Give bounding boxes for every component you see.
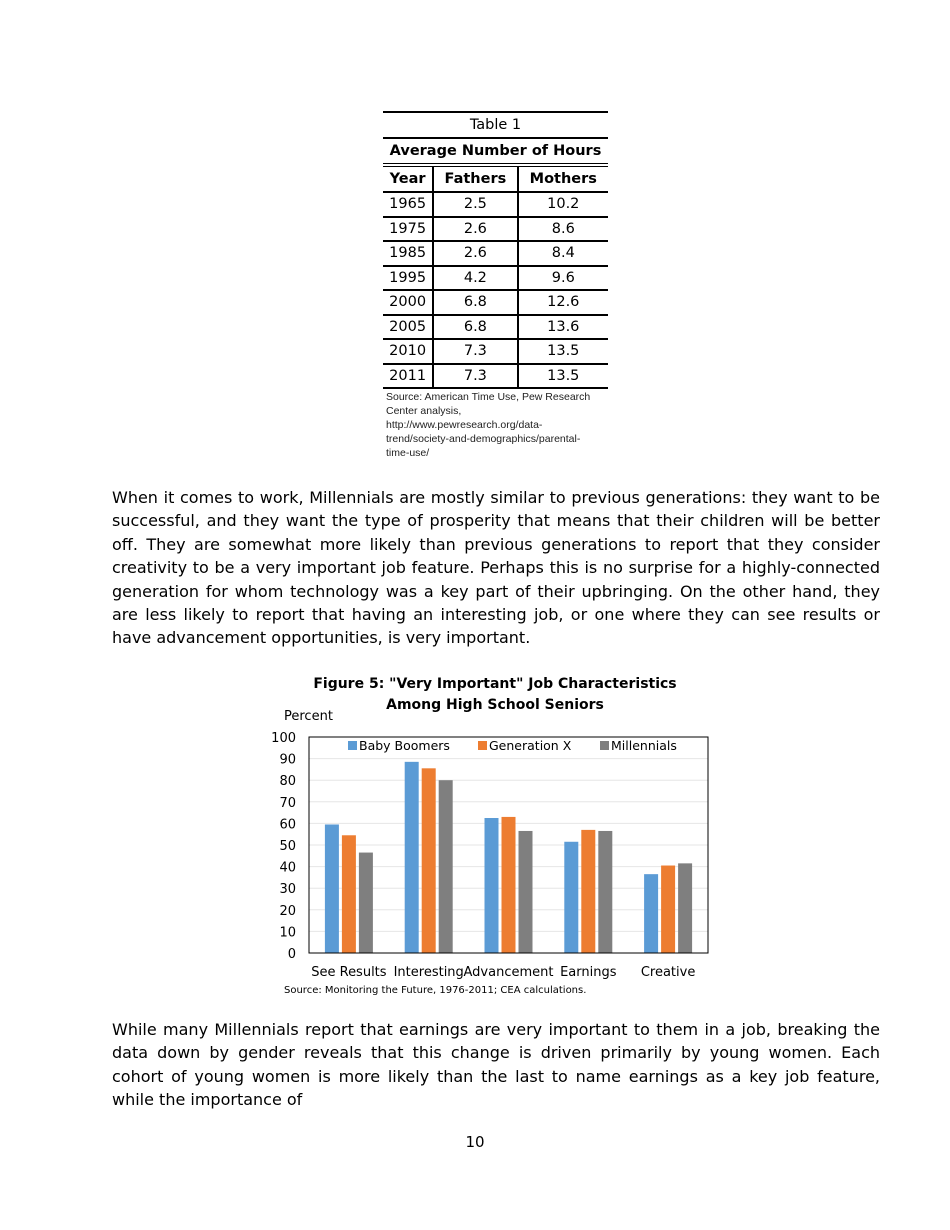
bar-baby-boomers <box>564 842 578 953</box>
table-source-line: trend/society-and-demographics/parental- <box>386 433 581 445</box>
table-cell-fathers: 2.5 <box>433 192 517 217</box>
table-cell-mothers: 8.6 <box>518 217 608 242</box>
bar-millennials <box>678 863 692 953</box>
x-tick-label: See Results <box>311 965 387 980</box>
table-cell-mothers: 10.2 <box>518 192 608 217</box>
bar-generation-x <box>502 817 516 953</box>
x-tick-label: Creative <box>640 965 696 980</box>
y-tick-label: 100 <box>271 731 296 746</box>
table-cell-fathers: 6.8 <box>433 315 517 340</box>
bar-generation-x <box>422 768 436 953</box>
table-cell-fathers: 2.6 <box>433 241 517 266</box>
table-source-line: Source: American Time Use, Pew Research <box>386 391 591 403</box>
table-cell-fathers: 2.6 <box>433 217 517 242</box>
bar-millennials <box>519 831 533 953</box>
table-cell-year: 1975 <box>383 217 433 242</box>
table-cell-year: 2000 <box>383 290 433 315</box>
table-subtitle: Average Number of Hours <box>383 138 608 165</box>
table-cell-mothers: 13.6 <box>518 315 608 340</box>
y-tick-label: 40 <box>279 860 296 876</box>
legend-label: Generation X <box>489 738 572 753</box>
table-cell-mothers: 13.5 <box>518 339 608 364</box>
bar-millennials <box>359 853 373 953</box>
table-header-fathers: Fathers <box>433 165 517 192</box>
bar-millennials <box>598 831 612 953</box>
y-tick-label: 50 <box>279 839 296 854</box>
legend-swatch-baby-boomers <box>348 741 357 750</box>
y-tick-label: 20 <box>279 903 296 919</box>
y-axis-label: Percent <box>284 709 333 724</box>
table-cell-year: 2010 <box>383 339 433 364</box>
table-cell-fathers: 4.2 <box>433 266 517 291</box>
y-tick-label: 90 <box>279 752 296 768</box>
table-cell-year: 2005 <box>383 315 433 340</box>
y-tick-label: 30 <box>279 882 296 898</box>
table-source-line: Center analysis, <box>386 405 462 417</box>
table-cell-mothers: 13.5 <box>518 364 608 389</box>
table-source-line: http://www.pewresearch.org/data- <box>386 419 543 431</box>
table-cell-fathers: 7.3 <box>433 339 517 364</box>
figure-title-line-2: Among High School Seniors <box>386 697 604 713</box>
table-cell-mothers: 8.4 <box>518 241 608 266</box>
figure-source: Source: Monitoring the Future, 1976-2011; CEA calculations. <box>284 985 587 996</box>
x-tick-label: Interesting <box>393 965 464 980</box>
bar-baby-boomers <box>485 818 499 953</box>
y-tick-label: 80 <box>279 774 296 790</box>
table-caption: Table 1 <box>383 112 608 138</box>
y-tick-label: 10 <box>279 925 296 941</box>
bar-generation-x <box>661 866 675 953</box>
table-cell-year: 1985 <box>383 241 433 266</box>
body-paragraph-2: While many Millennials report that earnings are very important to them in a job, breaking the data down by gender reveals that this change is driven primarily by young women. Each cohort of young women is more likely than the last to name earnings as a key job feature, while the importance of <box>112 1020 880 1110</box>
figure-title-line-1: Figure 5: "Very Important" Job Characteristics <box>313 676 677 692</box>
page-number: 10 <box>465 1133 485 1151</box>
legend-swatch-millennials <box>600 741 609 750</box>
bar-millennials <box>439 780 453 953</box>
table-header-mothers: Mothers <box>518 165 608 192</box>
bar-generation-x <box>342 835 356 953</box>
table-cell-fathers: 6.8 <box>433 290 517 315</box>
table-cell-year: 1995 <box>383 266 433 291</box>
table-cell-mothers: 9.6 <box>518 266 608 291</box>
x-tick-label: Advancement <box>463 965 554 980</box>
table-source-line: time-use/ <box>386 447 430 459</box>
legend-swatch-generation-x <box>478 741 487 750</box>
table-header-year: Year <box>383 165 433 192</box>
legend-label: Baby Boomers <box>359 738 450 753</box>
y-tick-label: 0 <box>287 947 296 962</box>
body-paragraph-1: When it comes to work, Millennials are mostly similar to previous generations: they want to be successful, and they want the type of prosperity that means that their children will be better off. They are somewhat more likely than previous generations to report that they consider creativity to be a very important job feature. Perhaps this is no surprise for a highly-connected generation for whom technology was a key part of their upbringing. On the other hand, they are less likely to report that having an interesting job, or one where they can see results or have advancement opportunities, is very important. <box>112 488 880 648</box>
bar-baby-boomers <box>325 824 339 953</box>
y-tick-label: 60 <box>279 817 296 833</box>
bar-baby-boomers <box>644 874 658 953</box>
bar-baby-boomers <box>405 762 419 953</box>
table-cell-fathers: 7.3 <box>433 364 517 389</box>
legend-label: Millennials <box>611 738 677 753</box>
x-tick-label: Earnings <box>560 965 617 980</box>
table-cell-year: 2011 <box>383 364 433 389</box>
y-tick-label: 70 <box>279 795 296 811</box>
table-cell-mothers: 12.6 <box>518 290 608 315</box>
bar-generation-x <box>581 830 595 953</box>
table-cell-year: 1965 <box>383 192 433 217</box>
